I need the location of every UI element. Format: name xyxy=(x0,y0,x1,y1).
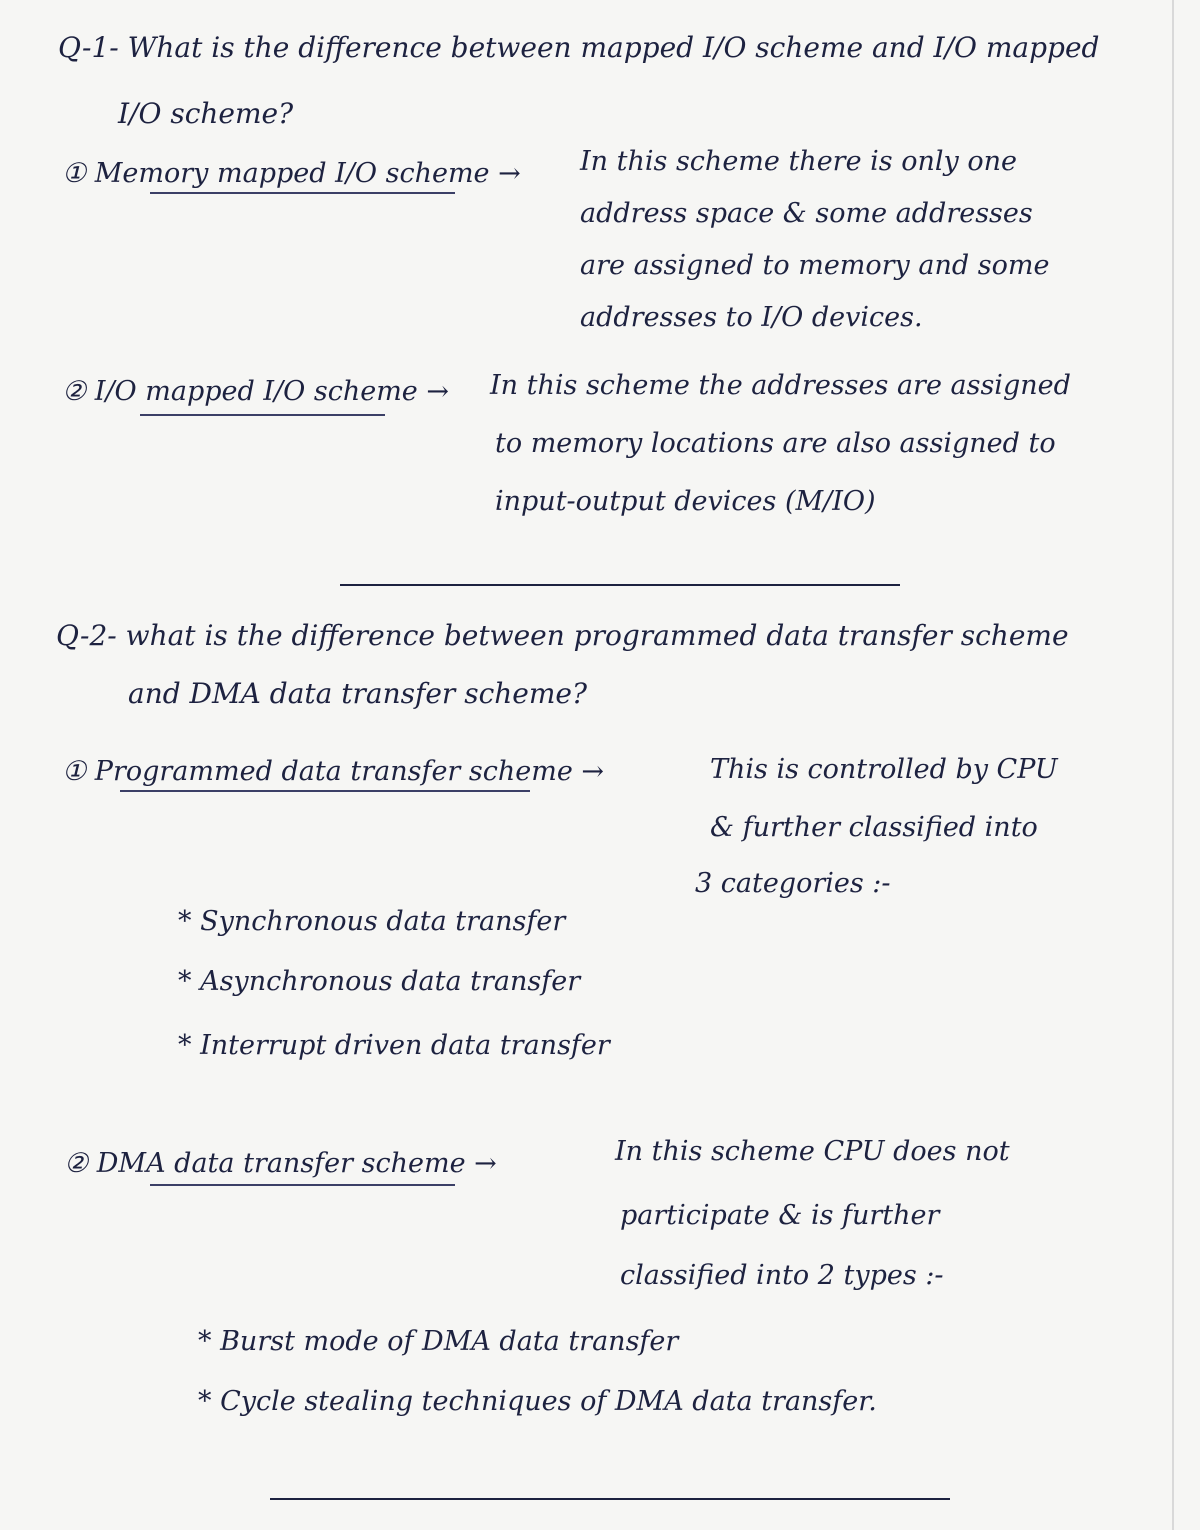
section-divider xyxy=(340,584,900,586)
q1-item1-line4: addresses to I/O devices. xyxy=(580,302,923,333)
q2-item1-underline xyxy=(120,790,530,792)
q2-item2-label: ② DMA data transfer scheme → xyxy=(64,1148,497,1179)
q1-item2-line1: In this scheme the addresses are assigned xyxy=(490,370,1071,401)
q2-item1-bullet-2: * Asynchronous data transfer xyxy=(178,966,581,997)
q1-item2-line2: to memory locations are also assigned to xyxy=(495,428,1056,459)
q1-item1-label: ① Memory mapped I/O scheme → xyxy=(62,158,521,189)
q1-item2-line3: input-output devices (M/IO) xyxy=(495,486,876,517)
q2-item1-label: ① Programmed data transfer scheme → xyxy=(62,756,605,787)
q2-item2-line3: classified into 2 types :- xyxy=(620,1260,944,1291)
q1-item1-underline xyxy=(150,192,455,194)
q2-item1-bullet-3: * Interrupt driven data transfer xyxy=(178,1030,610,1061)
q1-item1-line1: In this scheme there is only one xyxy=(580,146,1017,177)
end-divider xyxy=(270,1498,950,1500)
q2-item2-line1: In this scheme CPU does not xyxy=(615,1136,1010,1167)
q1-item2-label: ② I/O mapped I/O scheme → xyxy=(62,376,449,407)
q2-item2-bullet-2: * Cycle stealing techniques of DMA data transfer. xyxy=(198,1386,877,1417)
q1-item1-line2: address space & some addresses xyxy=(580,198,1033,229)
q1-question-line2: I/O scheme? xyxy=(118,97,294,130)
q2-question-line2: and DMA data transfer scheme? xyxy=(128,677,587,710)
q2-item2-bullet-1: * Burst mode of DMA data transfer xyxy=(198,1326,679,1357)
q1-item2-underline xyxy=(140,414,385,416)
q2-question-line1: Q-2- what is the difference between programmed data transfer scheme xyxy=(56,619,1069,652)
q2-item1-line1: This is controlled by CPU xyxy=(710,754,1058,785)
q2-item2-underline xyxy=(150,1184,455,1186)
q1-item1-line3: are assigned to memory and some xyxy=(580,250,1050,281)
q2-item2-line2: participate & is further xyxy=(620,1200,940,1231)
q2-item1-bullet-1: * Synchronous data transfer xyxy=(178,906,566,937)
q2-item1-line2: & further classified into xyxy=(710,812,1038,843)
page-edge xyxy=(1172,0,1174,1530)
q2-item1-line3: 3 categories :- xyxy=(695,868,891,899)
q1-question-line1: Q-1- What is the difference between mapped I/O scheme and I/O mapped xyxy=(58,31,1100,64)
